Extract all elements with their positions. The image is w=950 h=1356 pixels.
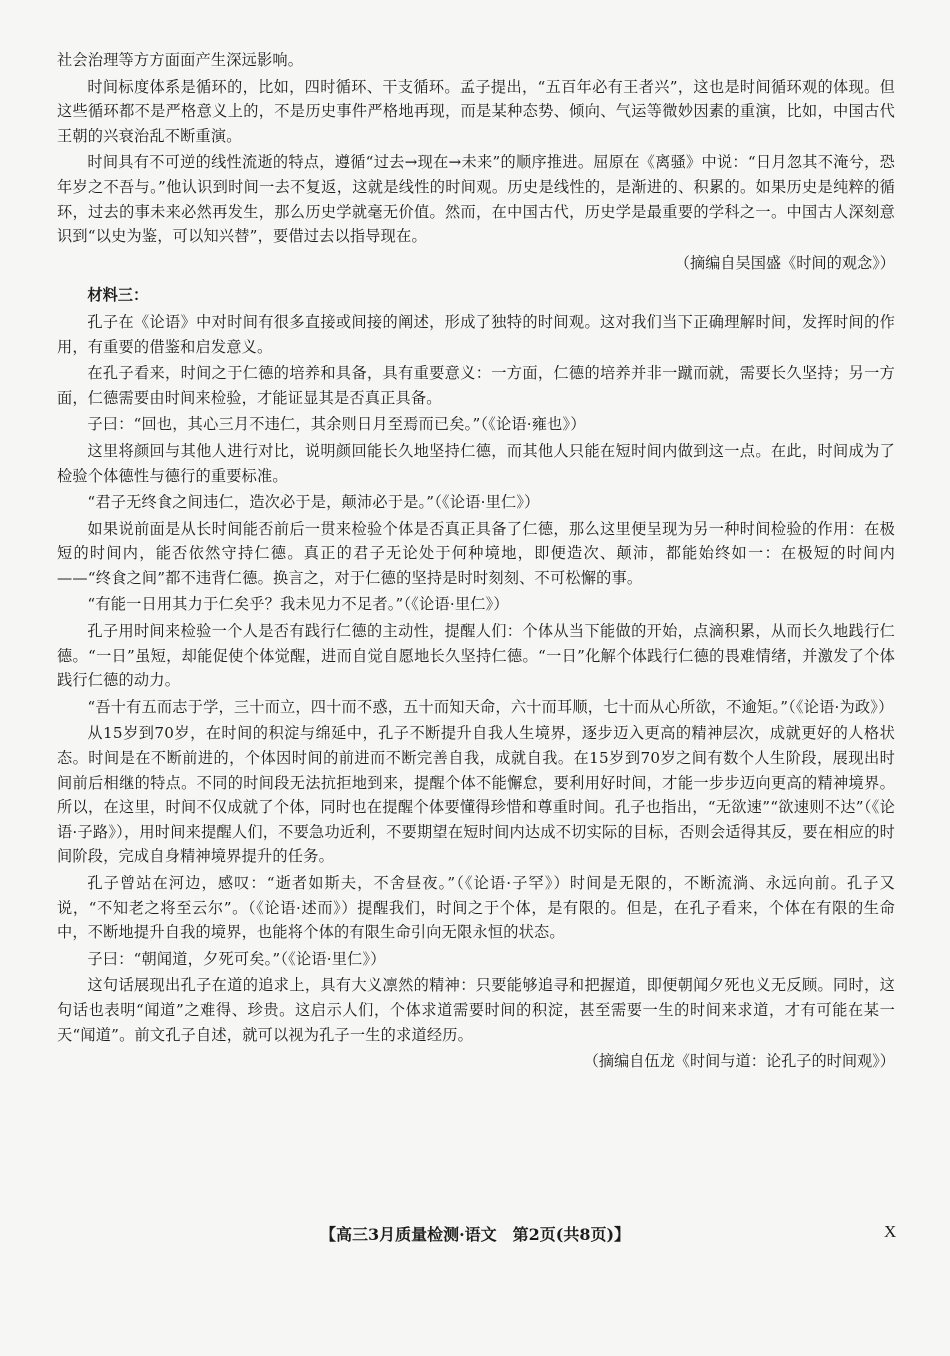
paragraph: 这句话展现出孔子在道的追求上，具有大义凛然的精神：只要能够追寻和把握道，即便朝闻夕死也义无反顾。同时，这句话也表明“闻道”之难得、珍贵。这启示人们，个体求道需要时间的积淀，甚至需要一生的时间来求道，才有可能在某一天“闻道”。前文孔子自述，就可以视为孔子一生的求道经历。 (57, 976, 895, 1044)
quote: “有能一日用其力于仁矣乎？我未见力不足者。”（《论语·里仁》） (87, 595, 509, 614)
paragraph: 如果说前面是从长时间能否前后一贯来检验个体是否真正具备了仁德，那么这里便呈现为另一种时间检验的作用：在极短的时间内，能否依然守持仁德。真正的君子无论处于何种境地，即便造次、颠沛，都能始终如一：在极短的时间内——“终食之间”都不违背仁德。换言之，对于仁德的坚持是时时刻刻、不可松懈的事。 (57, 519, 895, 587)
paragraph: 这里将颜回与其他人进行对比，说明颜回能长久地坚持仁德，而其他人只能在短时间内做到这一点。在此，时间成为了检验个体德性与德行的重要标准。 (57, 441, 895, 485)
source-citation: （摘编自伍龙《时间与道：论孔子的时间观》） (583, 1052, 895, 1071)
paragraph: 在孔子看来，时间之于仁德的培养和具备，具有重要意义：一方面，仁德的培养并非一蹴而就，需要长久坚持；另一方面，仁德需要由时间来检验，才能证显其是否真正具备。 (57, 364, 895, 407)
quote: 子曰：“回也，其心三月不违仁，其余则日月至焉而已矣。”（《论语·雍也》） (87, 415, 586, 434)
section-title-material-3: 材料三： (87, 286, 149, 305)
quote: “君子无终食之间违仁，造次必于是，颠沛必于是。”（《论语·里仁》） (87, 493, 540, 512)
paragraph: 从15岁到70岁，在时间的积淀与绵延中，孔子不断提升自我人生境界，逐步迈入更高的精神层次，成就更好的人格状态。时间是在不断前进的，个体因时间的前进而不断完善自我，成就自我。在15岁到70岁之间有数个人生阶段，展现出时间前后相继的特点。不同的时间段无法抗拒地到来，提醒个体不能懈怠，要利用好时间，才能一步步迈向更高的精神境界。所以，在这里，时间不仅成就了个体，同时也在提醒个体要懂得珍惜和尊重时间。孔子也指出，“无欲速”“欲速则不达”（《论语·子路》），用时间来提醒人们，不要急功近利，不要期望在短时间内达成不切实际的目标，否则会适得其反，要在相应的时间阶段，完成自身精神境界提升的任务。 (57, 724, 895, 866)
page-footer: 【高三3月质量检测·语文 第2页(共8页)】 (319, 1225, 631, 1244)
source-citation: （摘编自吴国盛《时间的观念》） (674, 253, 895, 272)
paragraph-continuation: 社会治理等方方面面产生深远影响。 (57, 51, 304, 69)
paragraph: 时间标度体系是循环的，比如，四时循环、干支循环。孟子提出，“五百年必有王者兴”，这也是时间循环观的体现。但这些循环都不是严格意义上的，不是历史事件严格地再现，而是某种态势、倾向、气运等微妙因素的重演，比如，中国古代王朝的兴衰治乱不断重演。 (57, 77, 895, 145)
quote: 子曰：“朝闻道，夕死可矣。”（《论语·里仁》） (87, 949, 386, 968)
quote: “吾十有五而志于学，三十而立，四十而不惑，五十而知天命，六十而耳顺，七十而从心所欲，不逾矩。”（《论语·为政》） (87, 697, 894, 716)
paragraph: 孔子曾站在河边，感叹：“逝者如斯夫，不舍昼夜。”（《论语·子罕》）时间是无限的，不断流淌、永远向前。孔子又说，“不知老之将至云尔”。（《论语·述而》）提醒我们，时间之于个体，是有限的。但是，在孔子看来，个体在有限的生命中，不断地提升自我的境界，也能将个体的有限生命引向无限永恒的状态。 (57, 874, 895, 942)
paragraph: 时间具有不可逆的线性流逝的特点，遵循“过去→现在→未来”的顺序推进。屈原在《离骚》中说：“日月忽其不淹兮，恐年岁之不吾与。”他认识到时间一去不复返，这就是线性的时间观。历史是线性的，是渐进的、积累的。如果历史是纯粹的循环，过去的事未来必然再发生，那么历史学就毫无价值。然而，在中国古代，历史学是最重要的学科之一。中国古人深刻意识到“以史为鉴，可以知兴替”，要借过去以指导现在。 (57, 153, 895, 246)
paragraph: 孔子在《论语》中对时间有很多直接或间接的阐述，形成了独特的时间观。这对我们当下正确理解时间，发挥时间的作用，有重要的借鉴和启发意义。 (57, 312, 895, 356)
paragraph: 孔子用时间来检验一个人是否有践行仁德的主动性，提醒人们：个体从当下能做的开始，点滴积累，从而长久地践行仁德。“一日”虽短，却能促使个体觉醒，进而自觉自愿地长久坚持仁德。“一日”化解个体践行仁德的畏难情绪，并激发了个体践行仁德的动力。 (57, 622, 895, 690)
page-content (57, 48, 895, 1082)
version-mark: X (884, 1222, 897, 1241)
